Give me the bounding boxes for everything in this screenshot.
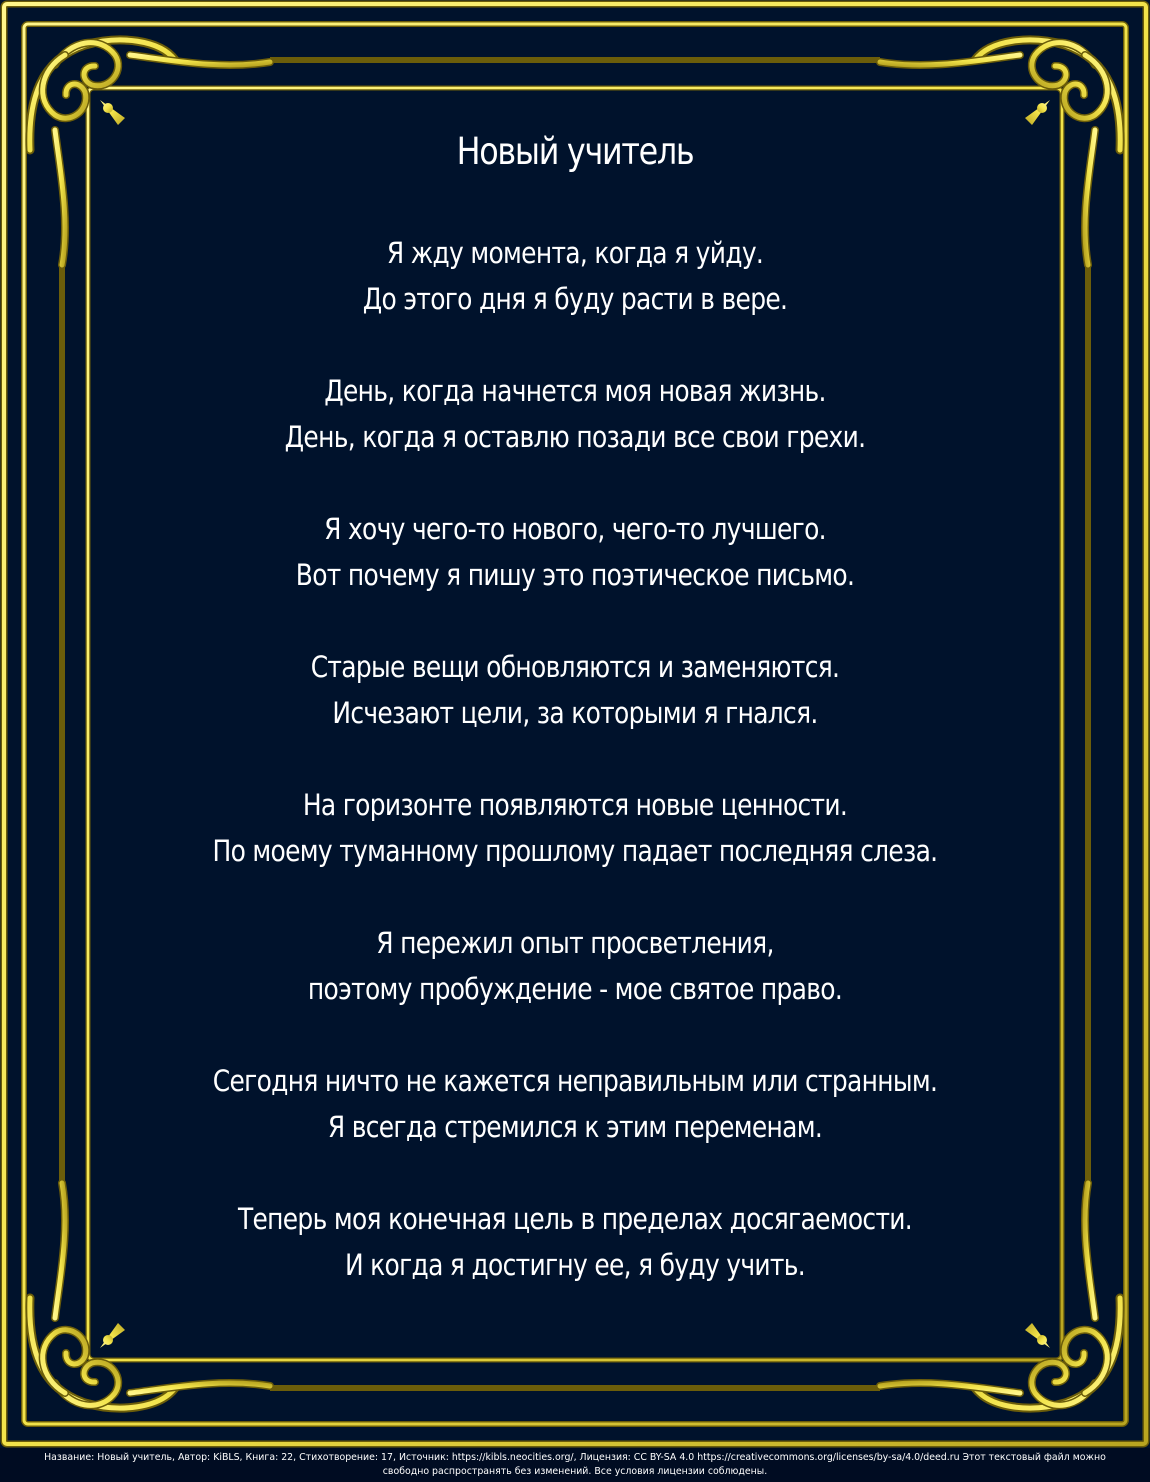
stanza <box>120 782 1030 874</box>
poem-line: По моему туманному прошлому падает последняя слеза. <box>212 834 938 868</box>
poem-line: Старые вещи обновляются и заменяются. <box>310 650 840 684</box>
poem-line: поэтому пробуждение - мое святое право. <box>307 972 843 1006</box>
license-footer-line: Название: Новый учитель, Автор: KiBLS, Книга: 22, Стихотворение: 17, Источник: https://kibls.neocities.org/, Лицензия: CC BY-SA 4.0 https://creativecommons.org/licenses/by-sa/4.0/deed.ru Этот текстовый файл можно <box>44 1452 1106 1463</box>
poem-line: Я жду момента, когда я уйду. <box>386 236 764 270</box>
poem-line: День, когда я оставлю позади все свои грехи. <box>284 420 866 454</box>
stanza <box>120 506 1030 598</box>
stanza <box>120 1196 1030 1288</box>
poem-line: Вот почему я пишу это поэтическое письмо. <box>295 558 855 592</box>
license-footer-line: свободно распространять без изменений. Все условия лицензии соблюдены. <box>382 1466 768 1477</box>
stanza <box>120 644 1030 736</box>
poem-line: Я всегда стремился к этим переменам. <box>327 1110 823 1144</box>
poem-line: Сегодня ничто не кажется неправильным или странным. <box>212 1064 938 1098</box>
stanza <box>120 230 1030 322</box>
poem-line: Я хочу чего-то нового, чего-то лучшего. <box>324 512 826 546</box>
stanza <box>120 920 1030 1012</box>
poem-body <box>120 122 1030 1334</box>
poem-line: И когда я достигну ее, я буду учить. <box>344 1248 806 1282</box>
poem-line: Исчезают цели, за которыми я гнался. <box>332 696 818 730</box>
poem-line: На горизонте появляются новые ценности. <box>302 788 848 822</box>
license-footer <box>0 1448 1150 1482</box>
stanza <box>120 368 1030 460</box>
poem-line: Теперь моя конечная цель в пределах досягаемости. <box>237 1202 913 1236</box>
poem-line: До этого дня я буду расти в вере. <box>362 282 788 316</box>
poem-title: Новый учитель <box>456 130 694 173</box>
poem-line: День, когда начнется моя новая жизнь. <box>324 374 826 408</box>
poem-line: Я пережил опыт просветления, <box>376 926 774 960</box>
stanza <box>120 1058 1030 1150</box>
